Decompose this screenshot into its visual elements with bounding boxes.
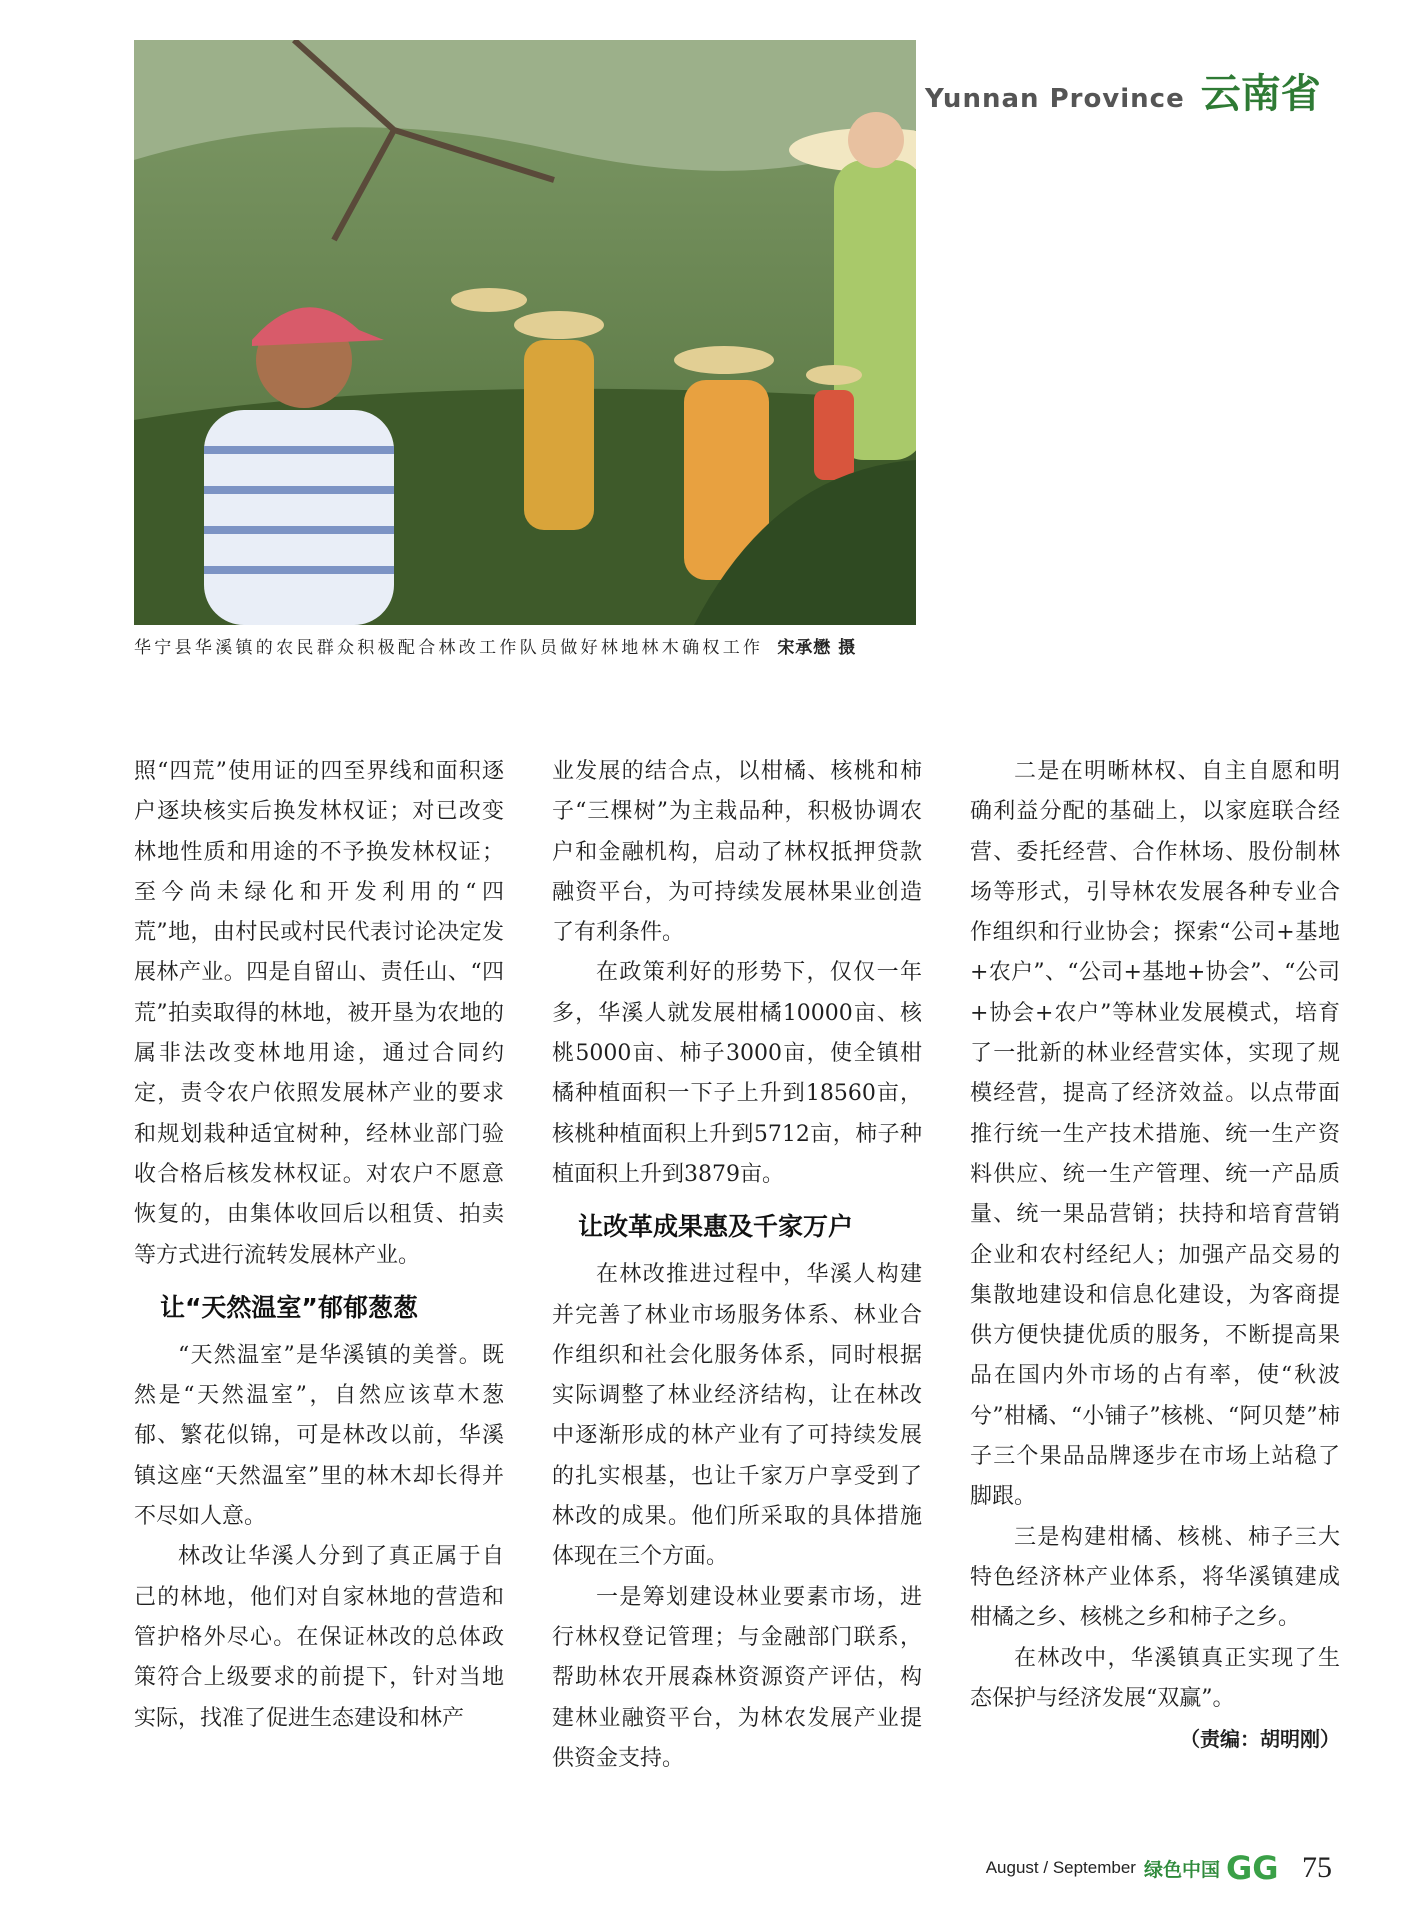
region-english: Yunnan Province — [925, 84, 1185, 114]
section-heading: 让“天然温室”郁郁葱葱 — [160, 1292, 418, 1322]
paragraph: 业发展的结合点，以柑橘、核桃和柿子“三棵树”为主栽品种，积极协调农户和金融机构，启动了林权抵押贷款融资平台，为可持续发展林果业创造了有利条件。 — [552, 759, 922, 946]
gg-logo-icon — [1226, 1851, 1290, 1885]
paragraph: 林改让华溪人分到了真正属于自己的林地，他们对自家林地的营造和管护格外尽心。在保证林改的总体政策符合上级要求的前提下，针对当地实际，找准了促进生态建设和林产 — [134, 1544, 504, 1731]
text-column-1 — [134, 752, 504, 1739]
caption-text: 华宁县华溪镇的农民群众积极配合林改工作队员做好林地林木确权工作 — [134, 638, 764, 658]
page-footer — [986, 1846, 1332, 1890]
paragraph: “天然温室”是华溪镇的美誉。既然是“天然温室”，自然应该草木葱郁、繁花似锦，可是林改以前，华溪镇这座“天然温室”里的林木却长得并不尽如人意。 — [134, 1342, 504, 1530]
magazine-name: 绿色中国 — [1143, 1858, 1220, 1881]
paragraph: 三是构建柑橘、核桃、柿子三大特色经济林产业体系，将华溪镇建成柑橘之乡、核桃之乡和柿子之乡。 — [970, 1524, 1340, 1631]
article-photo — [134, 40, 916, 625]
photo-credit: 宋承懋 摄 — [777, 638, 857, 658]
text-column-3 — [970, 752, 1340, 1759]
editor-credit: （责编：胡明刚） — [1180, 1727, 1340, 1752]
paragraph: 照“四荒”使用证的四至界线和面积逐户逐块核实后换发林权证；对已改变林地性质和用途的不予换发林权证；至今尚未绿化和开发利用的“四荒”地，由村民或村民代表讨论决定发展林产业。四是自留山、责任山、“四荒”拍卖取得的林地，被开垦为农地的属非法改变林地用途，通过合同约定，责令农户依照发展林产业的要求和规划栽种适宜树种，经林业部门验收合格后核发林权证。对农户不愿意恢复的，由集体收回后以租赁、拍卖等方式进行流转发展林产业。 — [134, 759, 504, 1268]
paragraph: 一是筹划建设林业要素市场，进行林权登记管理；与金融部门联系，帮助林农开展森林资源资产评估，构建林业融资平台，为林农发展产业提供资金支持。 — [552, 1584, 922, 1771]
paragraph: 在政策利好的形势下，仅仅一年多，华溪人就发展柑橘10000亩、核桃5000亩、柿子3000亩，使全镇柑橘种植面积一下子上升到18560亩，核桃种植面积上升到5712亩，柿子种植面积上升到3879亩。 — [552, 960, 922, 1187]
photo-caption — [134, 633, 916, 663]
paragraph: 二是在明晰林权、自主自愿和明确利益分配的基础上，以家庭联合经营、委托经营、合作林场、股份制林场等形式，引导林农发展各种专业合作组织和行业协会；探索“公司+基地+农户”、“公司+基地+协会”、“公司+协会+农户”等林业发展模式，培育了一批新的林业经营实体，实现了规模经营，提高了经济效益。以点带面推行统一生产技术措施、统一生产资料供应、统一生产管理、统一产品质量、统一果品营销；扶持和培育营销企业和农村经纪人；加强产品交易的集散地建设和信息化建设，为客商提供方便快捷优质的服务，不断提高果品在国内外市场的占有率，使“秋波兮”柑橘、“小铺子”核桃、“阿贝楚”柿子三个果品品牌逐步在市场上站稳了脚跟。 — [970, 759, 1340, 1510]
paragraph: 在林改中，华溪镇真正实现了生态保护与经济发展“双赢”。 — [970, 1645, 1340, 1711]
section-heading: 让改革成果惠及千家万户 — [578, 1212, 854, 1242]
region-chinese: 云南省 — [1200, 71, 1321, 117]
text-column-2 — [552, 752, 922, 1779]
page-number: 75 — [1302, 1851, 1332, 1884]
region-header — [925, 62, 1345, 122]
photo-illustration — [134, 40, 916, 625]
paragraph: 在林改推进过程中，华溪人构建并完善了林业市场服务体系、林业合作组织和社会化服务体系，同时根据实际调整了林业经济结构，让在林改中逐渐形成的林产业有了可持续发展的扎实根基，也让千家万户享受到了林改的成果。他们所采取的具体措施体现在三个方面。 — [552, 1262, 922, 1570]
svg-text:GG: GG — [1226, 1851, 1279, 1885]
issue-month: August / September — [985, 1858, 1136, 1877]
magazine-logo-icon — [1226, 1851, 1290, 1885]
